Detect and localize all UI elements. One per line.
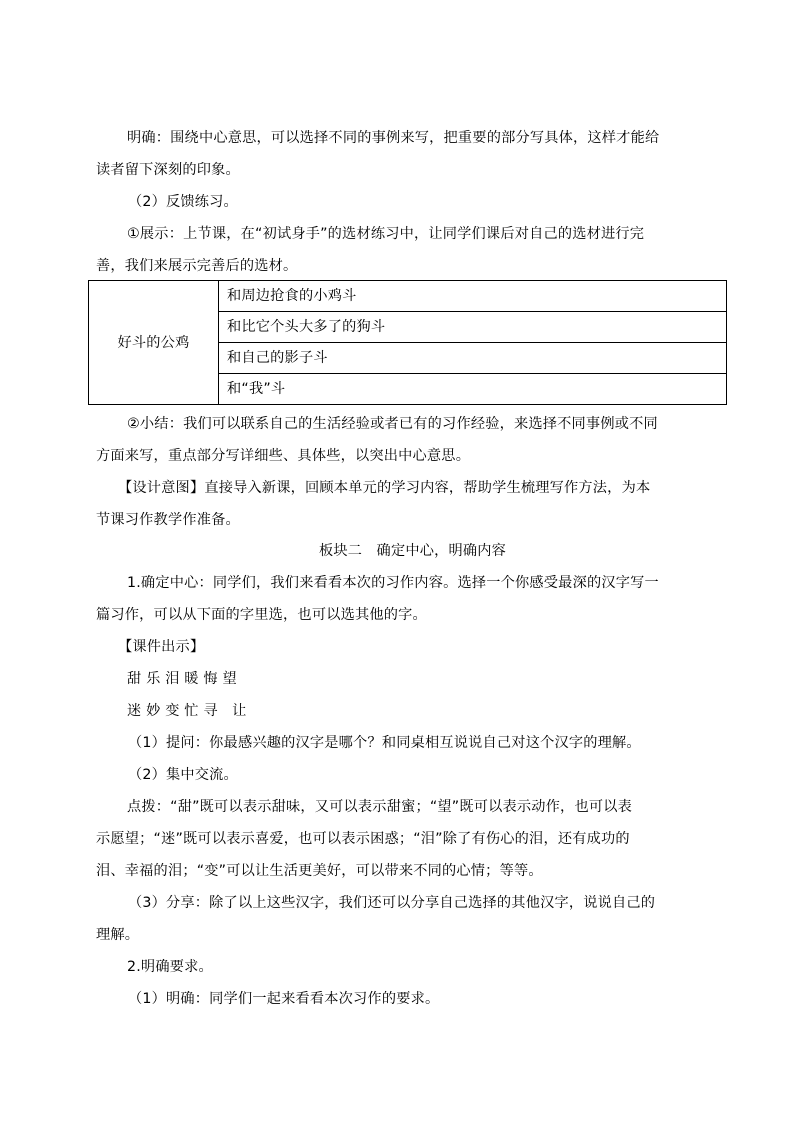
table-item-cell: 和自己的影子斗 [219,343,727,374]
table-item-cell: 和“我”斗 [219,374,727,405]
paragraph-line: 【设计意图】直接导入新课，回顾本单元的学习内容，帮助学生梳理写作方法，为本 [118,480,651,496]
paragraph-line: （3）分享：除了以上这些汉字，我们还可以分享自己选择的其他汉字，说说自己的 [128,895,656,911]
paragraph-line: 【课件出示】 [118,639,205,655]
paragraph-line: 1.确定中心：同学们，我们来看看本次的习作内容。选择一个你感受最深的汉字写一 [127,575,659,591]
table-item-cell: 和比它个头大多了的狗斗 [219,312,727,343]
paragraph-line: （2）反馈练习。 [128,194,238,210]
table-item-cell: 和周边抢食的小鸡斗 [219,281,727,312]
paragraph-line: 理解。 [96,927,140,943]
table-row [89,281,727,312]
paragraph-line: 善，我们来展示完善后的选材。 [96,258,298,274]
paragraph-line: 节课习作教学作准备。 [96,512,240,528]
paragraph-line: （1）提问：你最感兴趣的汉字是哪个？和同桌相互说说自己对这个汉字的理解。 [128,735,641,751]
paragraph-line: 篇习作，可以从下面的字里选，也可以选其他的字。 [96,607,427,623]
paragraph-line: 示愿望；“迷”既可以表示喜爱，也可以表示困惑；“泪”除了有伤心的泪，还有成功的 [96,831,630,847]
paragraph-line: 2.明确要求。 [127,959,213,975]
material-table [88,280,727,405]
paragraph-line: 方面来写，重点部分写详细些、具体些，以突出中心意思。 [96,448,471,464]
character-list: 甜 乐 泪 暖 悔 望 [127,671,237,687]
paragraph-line: 读者留下深刻的印象。 [96,162,240,178]
paragraph-line: 点拨：“甜”既可以表示甜味，又可以表示甜蜜；“望”既可以表示动作，也可以表 [127,799,632,815]
paragraph-line: ①展示：上节课，在“初试身手”的选材练习中，让同学们课后对自己的选材进行完 [127,226,645,242]
table-topic-cell: 好斗的公鸡 [89,281,219,405]
paragraph-line: 明确：围绕中心意思，可以选择不同的事例来写，把重要的部分写具体，这样才能给 [127,130,660,146]
paragraph-line: ②小结：我们可以联系自己的生活经验或者已有的习作经验，来选择不同事例或不同 [127,416,658,432]
character-list: 迷 妙 变 忙 寻 让 [127,703,247,719]
paragraph-line: （1）明确：同学们一起来看看本次习作的要求。 [128,991,440,1007]
section-title: 板块二 确定中心，明确内容 [319,543,507,559]
paragraph-line: 泪、幸福的泪；“变”可以让生活更美好，可以带来不同的心情；等等。 [96,863,543,879]
paragraph-line: （2）集中交流。 [128,767,238,783]
